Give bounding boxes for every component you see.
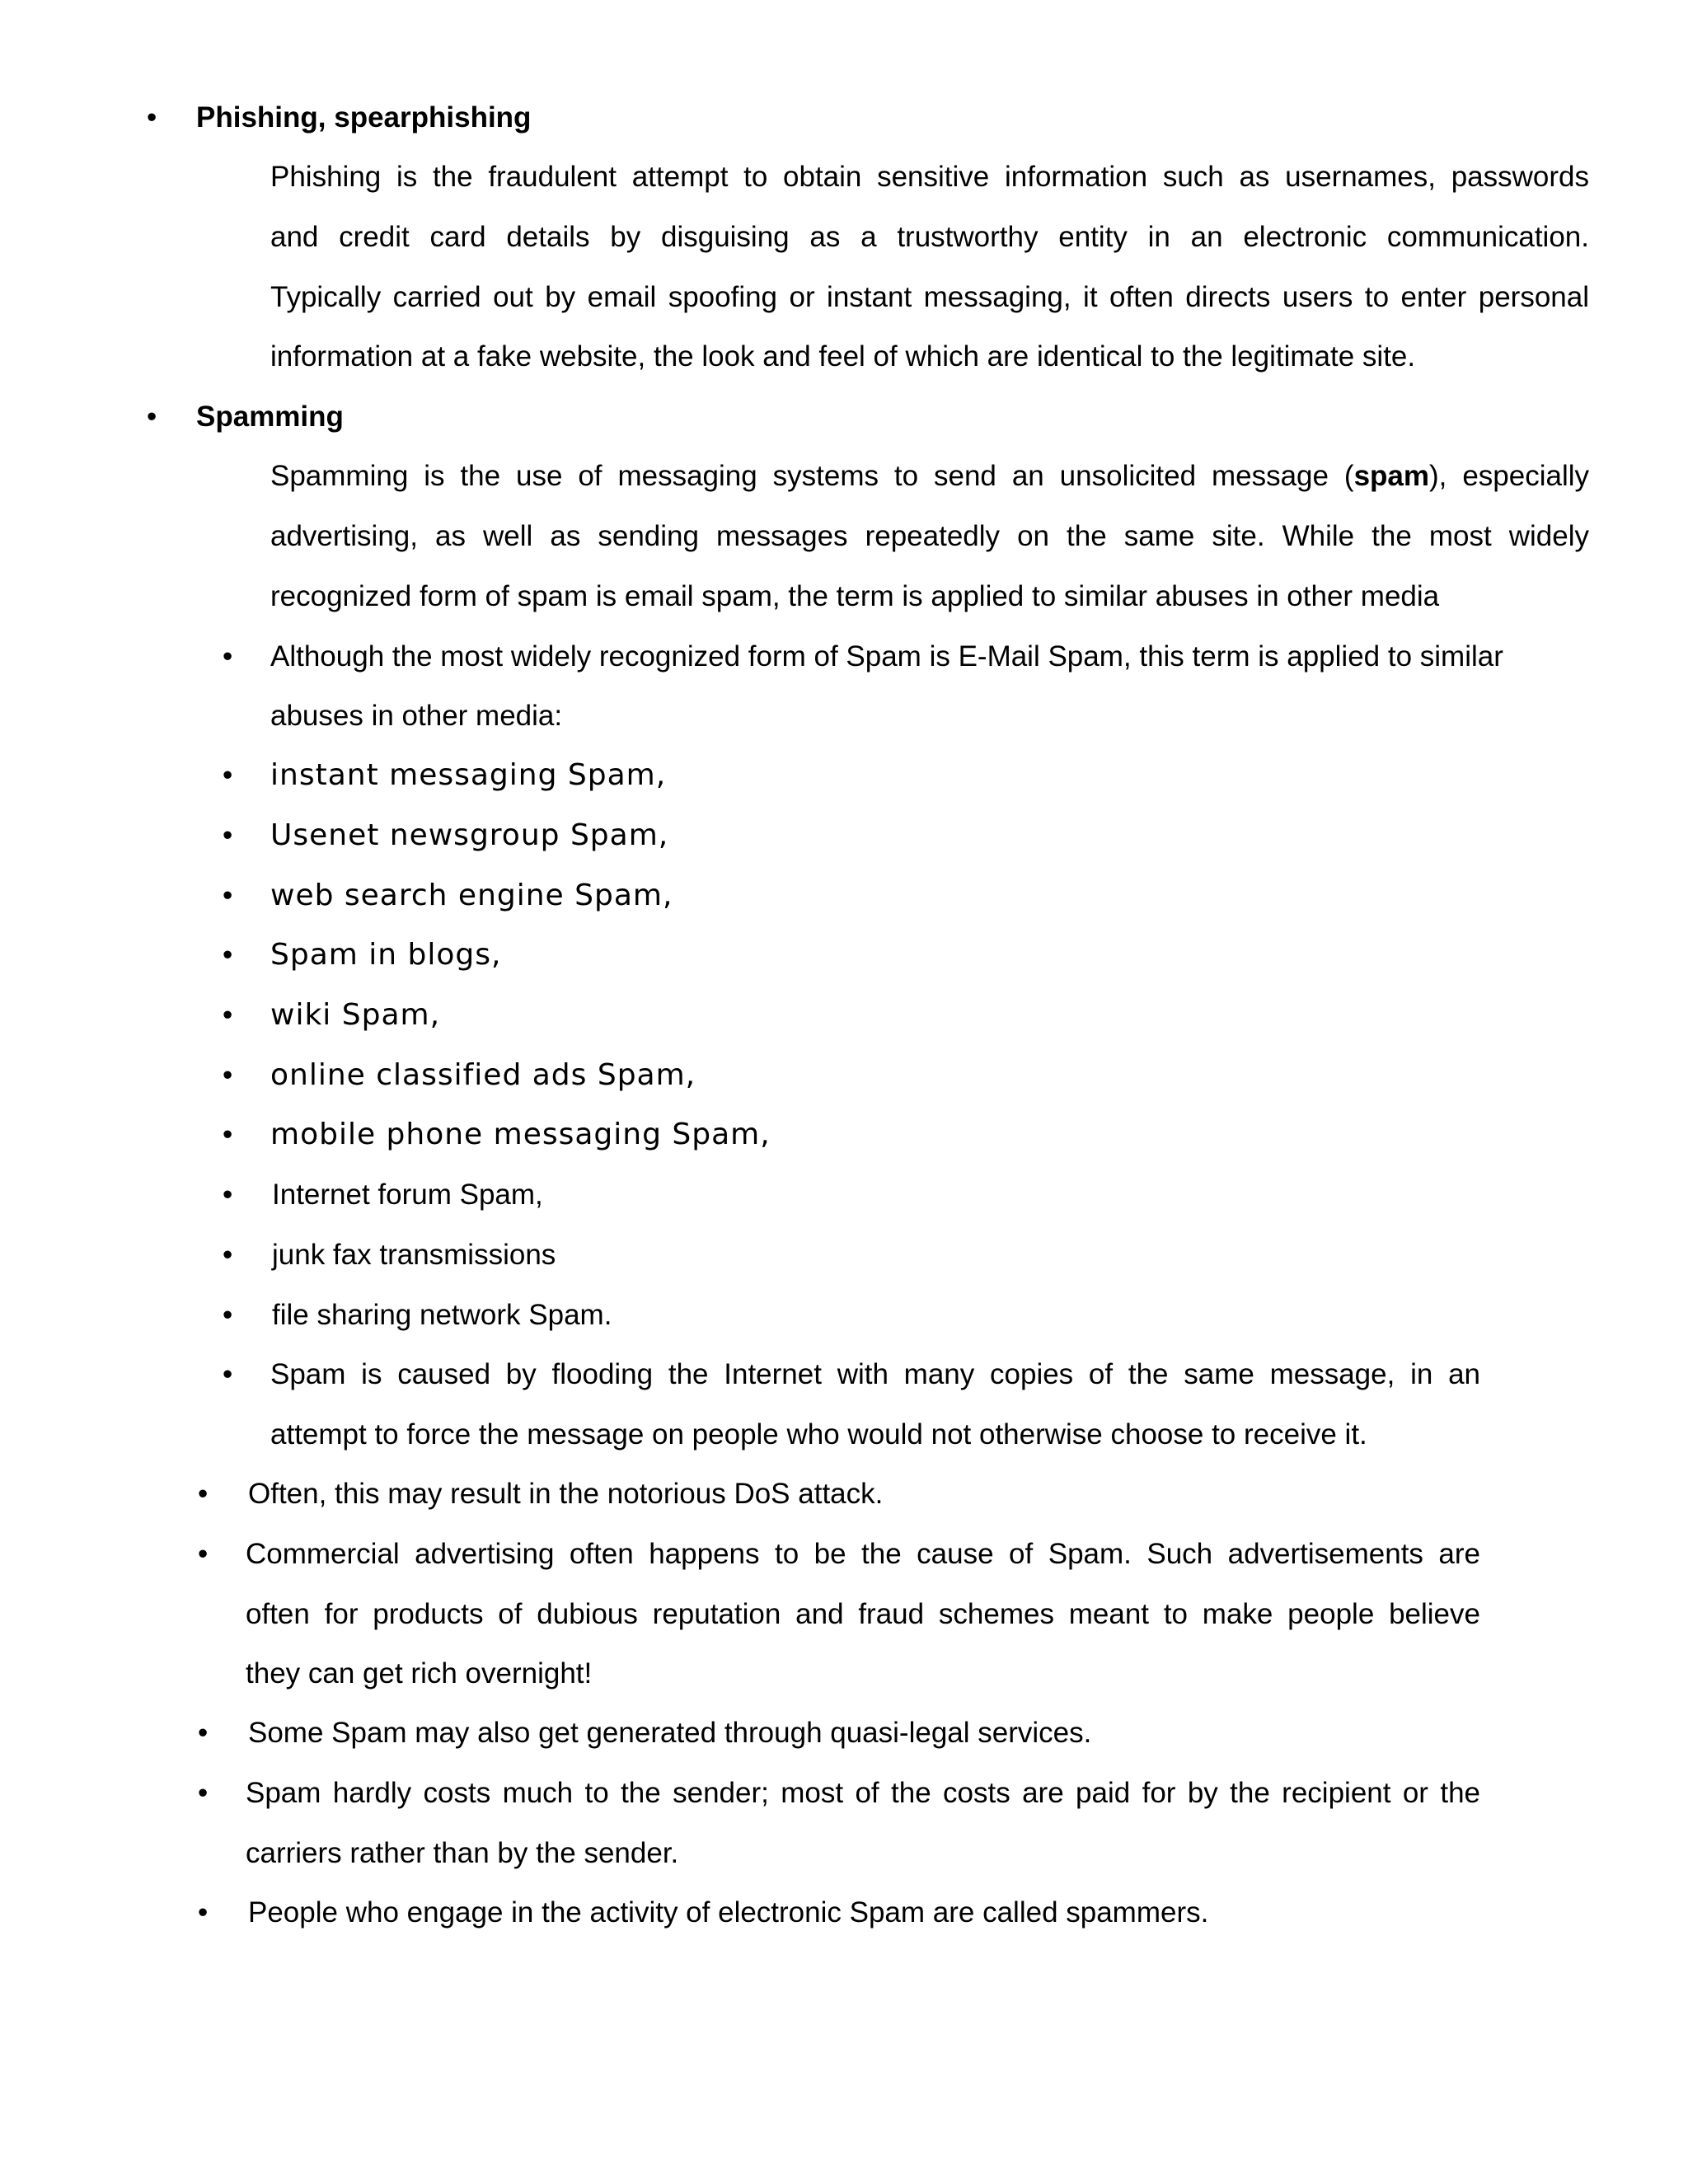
bullet-icon: • bbox=[223, 999, 233, 1031]
list-item: web search engine Spam, bbox=[270, 879, 673, 912]
spamming-line-1-post: ), especially bbox=[1429, 460, 1590, 492]
bullet-icon: • bbox=[223, 1358, 233, 1390]
intro-line-2: abuses in other media: bbox=[270, 700, 563, 732]
spamming-line-1 bbox=[270, 457, 1589, 495]
spamming-line-2: advertising, as well as sending messages repeatedly on the same site. While the most widely bbox=[270, 520, 1589, 552]
phishing-line-4: information at a fake website, the look and feel of which are identical to the legitimate site. bbox=[270, 340, 1416, 373]
bullet-icon: • bbox=[223, 939, 233, 971]
list-item: Spam in blogs, bbox=[270, 938, 502, 972]
bullet-icon: • bbox=[147, 101, 157, 134]
phishing-line-2: and credit card details by disguising as a trustworthy entity in an electronic communication. bbox=[270, 221, 1589, 253]
spammers-text: People who engage in the activity of electronic Spam are called spammers. bbox=[248, 1896, 1209, 1929]
list-item: mobile phone messaging Spam, bbox=[270, 1118, 771, 1151]
bullet-icon: • bbox=[223, 879, 233, 912]
bullet-icon: • bbox=[223, 819, 233, 851]
cause-line-1: Spam is caused by flooding the Internet with many copies of the same message, in an bbox=[270, 1358, 1480, 1390]
bullet-icon: • bbox=[223, 1299, 233, 1331]
bullet-icon: • bbox=[223, 1179, 233, 1211]
list-item: instant messaging Spam, bbox=[270, 758, 667, 792]
list-item: Internet forum Spam, bbox=[272, 1179, 543, 1211]
commercial-line-3: they can get rich overnight! bbox=[246, 1657, 593, 1690]
list-item: online classified ads Spam, bbox=[270, 1058, 696, 1092]
list-item: wiki Spam, bbox=[270, 998, 441, 1032]
heading-phishing: Phishing, spearphishing bbox=[196, 101, 532, 134]
costs-line-1: Spam hardly costs much to the sender; most of the costs are paid for by the recipient or the bbox=[246, 1777, 1480, 1809]
bullet-icon: • bbox=[223, 759, 233, 791]
dos-text: Often, this may result in the notorious DoS attack. bbox=[248, 1478, 884, 1510]
bullet-icon: • bbox=[198, 1538, 209, 1570]
bullet-icon: • bbox=[198, 1478, 209, 1510]
bullet-icon: • bbox=[198, 1777, 209, 1809]
phishing-line-1: Phishing is the fraudulent attempt to obtain sensitive information such as usernames, passwords bbox=[270, 161, 1589, 193]
heading-spamming: Spamming bbox=[196, 401, 344, 433]
bullet-icon: • bbox=[223, 1239, 233, 1271]
list-item: file sharing network Spam. bbox=[272, 1299, 612, 1331]
bullet-icon: • bbox=[223, 1059, 233, 1091]
list-item: Usenet newsgroup Spam, bbox=[270, 818, 669, 852]
bullet-icon: • bbox=[198, 1896, 209, 1929]
commercial-line-2: often for products of dubious reputation and fraud schemes meant to make people believe bbox=[246, 1598, 1480, 1630]
cause-line-2: attempt to force the message on people who would not otherwise choose to receive it. bbox=[270, 1418, 1367, 1451]
spamming-line-3: recognized form of spam is email spam, the term is applied to similar abuses in other media bbox=[270, 580, 1440, 612]
list-item: junk fax transmissions bbox=[272, 1239, 556, 1271]
bullet-icon: • bbox=[198, 1717, 209, 1749]
spam-term: spam bbox=[1353, 460, 1430, 492]
bullet-icon: • bbox=[223, 1118, 233, 1151]
phishing-line-3: Typically carried out by email spoofing or instant messaging, it often directs users to enter personal bbox=[270, 281, 1589, 313]
intro-line-1: Although the most widely recognized form of Spam is E-Mail Spam, this term is applied to similar bbox=[270, 640, 1503, 673]
quasi-text: Some Spam may also get generated through quasi-legal services. bbox=[248, 1717, 1092, 1749]
commercial-line-1: Commercial advertising often happens to be the cause of Spam. Such advertisements are bbox=[246, 1538, 1480, 1570]
costs-line-2: carriers rather than by the sender. bbox=[246, 1837, 679, 1869]
bullet-icon: • bbox=[223, 640, 233, 673]
bullet-icon: • bbox=[147, 401, 157, 433]
spamming-line-1-pre: Spamming is the use of messaging systems to send an unsolicited message ( bbox=[270, 460, 1354, 492]
